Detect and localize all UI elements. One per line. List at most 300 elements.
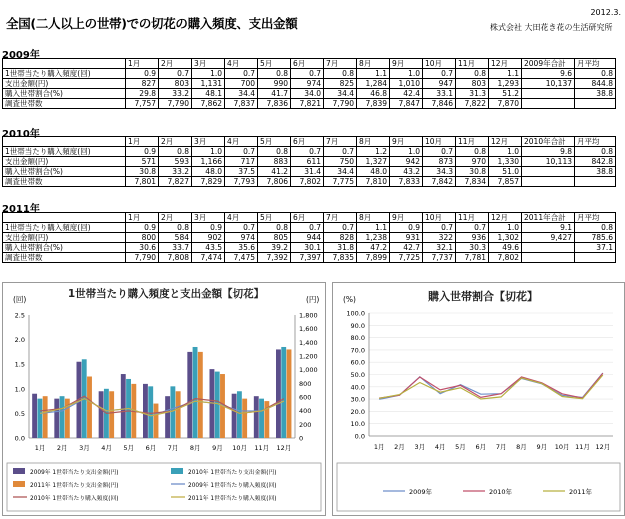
row-label-cell: 購入世帯割合(%)	[3, 167, 126, 177]
value-cell: 0.8	[324, 69, 357, 79]
value-cell: 800	[126, 233, 159, 243]
month-header-cell: 8月	[357, 59, 390, 69]
x-tick-label: 6月	[145, 444, 157, 452]
frequency-expenditure-chart	[3, 283, 325, 515]
company-name: 株式会社 大田花き花の生活研究所	[490, 23, 613, 32]
value-cell: 43.5	[192, 243, 225, 253]
total-cell	[522, 253, 575, 263]
bar	[232, 394, 237, 438]
average-cell: 38.8	[575, 167, 616, 177]
total-header-cell: 2010年合計	[522, 137, 575, 147]
value-cell: 750	[324, 157, 357, 167]
table-row	[3, 243, 616, 253]
value-cell: 0.8	[456, 69, 489, 79]
x-tick-label: 10月	[232, 444, 247, 452]
value-cell: 0.8	[258, 69, 291, 79]
value-cell: 0.7	[225, 147, 258, 157]
x-tick-label: 12月	[595, 443, 611, 451]
total-cell	[522, 167, 575, 177]
value-cell: 51.0	[489, 167, 522, 177]
value-cell: 1.0	[390, 69, 423, 79]
x-tick-label: 8月	[189, 444, 201, 452]
value-cell: 34.4	[324, 167, 357, 177]
value-cell: 7,790	[324, 99, 357, 109]
value-cell: 29.8	[126, 89, 159, 99]
value-cell: 7,847	[390, 99, 423, 109]
x-tick-label: 11月	[254, 444, 270, 452]
value-cell: 0.9	[126, 223, 159, 233]
right-tick-label: 1,600	[299, 325, 318, 334]
value-cell: 0.7	[324, 223, 357, 233]
row-label-cell: 1世帯当たり購入頻度(回)	[3, 147, 126, 157]
left-tick-label: 0.5	[14, 409, 25, 418]
value-cell: 48.0	[357, 167, 390, 177]
value-cell: 974	[291, 79, 324, 89]
y-axis-label: (%)	[343, 295, 356, 304]
value-cell: 0.7	[291, 69, 324, 79]
value-cell: 803	[159, 79, 192, 89]
table-row	[3, 157, 616, 167]
value-cell: 30.1	[291, 243, 324, 253]
table-row	[3, 253, 616, 263]
value-cell: 7,397	[291, 253, 324, 263]
header-cell	[3, 213, 126, 223]
value-cell: 0.9	[126, 147, 159, 157]
value-cell: 7,737	[423, 253, 456, 263]
month-header-cell: 7月	[324, 59, 357, 69]
total-cell	[522, 243, 575, 253]
value-cell: 1.0	[489, 223, 522, 233]
value-cell: 0.7	[225, 223, 258, 233]
x-tick-label: 4月	[101, 444, 112, 452]
total-header-cell: 2011年合計	[522, 213, 575, 223]
month-header-cell: 9月	[390, 137, 423, 147]
table-row	[3, 147, 616, 157]
legend-label: 2009年	[409, 488, 433, 496]
table-row	[3, 79, 616, 89]
average-cell: 844.8	[575, 79, 616, 89]
x-tick-label: 8月	[516, 443, 527, 451]
left-tick-label: 1.5	[14, 360, 25, 369]
x-tick-label: 6月	[475, 443, 487, 451]
value-cell: 7,725	[390, 253, 423, 263]
value-cell: 39.2	[258, 243, 291, 253]
header-cell	[3, 137, 126, 147]
value-cell: 51.2	[489, 89, 522, 99]
value-cell: 0.7	[423, 223, 456, 233]
total-cell	[522, 99, 575, 109]
value-cell: 7,781	[456, 253, 489, 263]
value-cell: 7,392	[258, 253, 291, 263]
value-cell: 828	[324, 233, 357, 243]
average-cell: 785.6	[575, 233, 616, 243]
month-header-cell: 11月	[456, 137, 489, 147]
value-cell: 974	[225, 233, 258, 243]
value-cell: 0.9	[390, 223, 423, 233]
month-header-cell: 7月	[324, 137, 357, 147]
legend-swatch	[13, 481, 25, 487]
right-tick-label: 1,000	[299, 366, 318, 375]
value-cell: 7,862	[192, 99, 225, 109]
bar	[242, 399, 247, 438]
chart-title: 1世帯当たり購入頻度と支出金額【切花】	[67, 288, 265, 300]
table-row	[3, 89, 616, 99]
x-tick-label: 12月	[276, 444, 292, 452]
row-label-cell: 購入世帯割合(%)	[3, 89, 126, 99]
value-cell: 34.4	[324, 89, 357, 99]
month-header-cell: 12月	[489, 213, 522, 223]
value-cell: 1,238	[357, 233, 390, 243]
value-cell: 0.7	[291, 223, 324, 233]
y-tick-label: 100.0	[346, 309, 365, 318]
y-tick-label: 40.0	[350, 383, 365, 392]
chart-panel-household-ratio	[332, 282, 625, 516]
x-tick-label: 2月	[56, 444, 68, 452]
value-cell: 0.7	[324, 147, 357, 157]
month-header-cell: 3月	[192, 59, 225, 69]
month-header-cell: 3月	[192, 137, 225, 147]
value-cell: 322	[423, 233, 456, 243]
value-cell: 0.7	[159, 69, 192, 79]
value-cell: 32.1	[423, 243, 456, 253]
value-cell: 46.8	[357, 89, 390, 99]
value-cell: 0.8	[258, 223, 291, 233]
value-cell: 33.2	[159, 89, 192, 99]
value-cell: 827	[126, 79, 159, 89]
value-cell: 7,808	[159, 253, 192, 263]
value-cell: 1.0	[192, 69, 225, 79]
value-cell: 7,899	[357, 253, 390, 263]
table-row	[3, 99, 616, 109]
value-cell: 34.3	[423, 167, 456, 177]
value-cell: 7,806	[258, 177, 291, 187]
chart-title: 購入世帯割合【切花】	[428, 290, 538, 303]
value-cell: 7,801	[126, 177, 159, 187]
total-cell	[522, 89, 575, 99]
bar	[87, 377, 92, 439]
month-header-cell: 1月	[126, 59, 159, 69]
month-header-cell: 9月	[390, 213, 423, 223]
value-cell: 7,870	[489, 99, 522, 109]
value-cell: 947	[423, 79, 456, 89]
average-cell	[575, 99, 616, 109]
value-cell: 7,775	[324, 177, 357, 187]
legend-swatch	[171, 468, 183, 474]
value-cell: 1.0	[192, 147, 225, 157]
table-row	[3, 69, 616, 79]
value-cell: 35.6	[225, 243, 258, 253]
month-header-cell: 9月	[390, 59, 423, 69]
month-header-cell: 6月	[291, 59, 324, 69]
value-cell: 48.1	[192, 89, 225, 99]
value-cell: 7,857	[489, 177, 522, 187]
value-cell: 1,327	[357, 157, 390, 167]
table-row	[3, 177, 616, 187]
table-header-row	[3, 59, 616, 69]
x-tick-label: 11月	[575, 443, 590, 451]
month-header-cell: 4月	[225, 213, 258, 223]
data-table	[2, 136, 616, 187]
value-cell: 1.0	[390, 147, 423, 157]
value-cell: 1.0	[489, 147, 522, 157]
left-tick-label: 2.0	[14, 336, 25, 345]
value-cell: 1.1	[489, 69, 522, 79]
bar	[254, 396, 259, 438]
value-cell: 33.7	[159, 243, 192, 253]
month-header-cell: 11月	[456, 59, 489, 69]
y-tick-label: 50.0	[350, 371, 365, 379]
row-label-cell: 調査世帯数	[3, 177, 126, 187]
bar	[148, 386, 153, 438]
value-cell: 942	[390, 157, 423, 167]
value-cell: 33.1	[423, 89, 456, 99]
left-tick-label: 0.0	[14, 434, 25, 443]
value-cell: 0.7	[225, 69, 258, 79]
value-cell: 7,839	[357, 99, 390, 109]
data-table	[2, 58, 616, 109]
bar	[176, 391, 181, 438]
value-cell: 0.7	[423, 69, 456, 79]
value-cell: 1,166	[192, 157, 225, 167]
row-label-cell: 支出金額(円)	[3, 233, 126, 243]
bar	[54, 399, 59, 438]
month-header-cell: 2月	[159, 137, 192, 147]
average-cell	[575, 177, 616, 187]
total-header-cell: 2009年合計	[522, 59, 575, 69]
value-cell: 571	[126, 157, 159, 167]
month-header-cell: 5月	[258, 213, 291, 223]
value-cell: 1.1	[357, 69, 390, 79]
value-cell: 30.8	[456, 167, 489, 177]
value-cell: 0.7	[456, 223, 489, 233]
household-ratio-chart	[333, 283, 624, 515]
left-tick-label: 2.5	[14, 311, 25, 320]
bar	[237, 391, 242, 438]
page-title: 全国(二人以上の世帯)での切花の購入頻度、支出金額	[6, 16, 298, 31]
value-cell: 7,790	[126, 253, 159, 263]
y-tick-label: 70.0	[350, 346, 365, 355]
value-cell: 7,790	[159, 99, 192, 109]
month-header-cell: 10月	[423, 213, 456, 223]
x-tick-label: 1月	[34, 444, 46, 452]
value-cell: 1,010	[390, 79, 423, 89]
row-label-cell: 1世帯当たり購入頻度(回)	[3, 69, 126, 79]
average-header-cell: 月平均	[575, 59, 616, 69]
x-tick-label: 3月	[79, 444, 90, 452]
month-header-cell: 1月	[126, 213, 159, 223]
x-tick-label: 7月	[167, 444, 179, 452]
legend-label: 2011年	[569, 488, 593, 496]
value-cell: 37.5	[225, 167, 258, 177]
bar	[60, 396, 65, 438]
legend-label: 2010年 1世帯当たり支出金額(円)	[188, 470, 277, 476]
value-cell: 902	[192, 233, 225, 243]
x-tick-label: 9月	[536, 443, 548, 451]
value-cell: 0.7	[423, 147, 456, 157]
x-tick-label: 2月	[394, 443, 405, 451]
value-cell: 43.2	[390, 167, 423, 177]
value-cell: 1,293	[489, 79, 522, 89]
value-cell: 7,835	[324, 253, 357, 263]
value-cell: 41.7	[258, 89, 291, 99]
value-cell: 7,810	[357, 177, 390, 187]
value-cell: 944	[291, 233, 324, 243]
legend-label: 2010年 1世帯当たり購入頻度(回)	[30, 496, 119, 502]
bar	[198, 352, 203, 438]
y-tick-label: 0.0	[354, 432, 365, 441]
value-cell: 7,846	[423, 99, 456, 109]
value-cell: 48.0	[192, 167, 225, 177]
average-cell: 0.8	[575, 69, 616, 79]
month-header-cell: 2月	[159, 213, 192, 223]
month-header-cell: 10月	[423, 59, 456, 69]
value-cell: 0.9	[192, 223, 225, 233]
value-cell: 31.3	[456, 89, 489, 99]
value-cell: 717	[225, 157, 258, 167]
bar	[259, 399, 264, 438]
x-tick-label: 10月	[554, 443, 570, 451]
value-cell: 7,793	[225, 177, 258, 187]
bar	[43, 396, 48, 438]
row-label-cell: 支出金額(円)	[3, 79, 126, 89]
value-cell: 30.3	[456, 243, 489, 253]
row-label-cell: 1世帯当たり購入頻度(回)	[3, 223, 126, 233]
right-tick-label: 1,200	[299, 352, 318, 361]
value-cell: 31.8	[324, 243, 357, 253]
value-cell: 936	[456, 233, 489, 243]
value-cell: 31.4	[291, 167, 324, 177]
average-header-cell: 月平均	[575, 137, 616, 147]
month-header-cell: 8月	[357, 213, 390, 223]
average-cell: 37.1	[575, 243, 616, 253]
value-cell: 0.8	[258, 147, 291, 157]
month-header-cell: 3月	[192, 213, 225, 223]
month-header-cell: 12月	[489, 59, 522, 69]
y-tick-label: 60.0	[350, 358, 365, 367]
right-tick-label: 1,400	[299, 338, 318, 347]
row-label-cell: 支出金額(円)	[3, 157, 126, 167]
bar	[99, 391, 104, 438]
month-header-cell: 4月	[225, 59, 258, 69]
value-cell: 584	[159, 233, 192, 243]
x-tick-label: 1月	[373, 443, 385, 451]
value-cell: 803	[456, 79, 489, 89]
right-tick-label: 800	[299, 379, 312, 388]
value-cell: 7,836	[258, 99, 291, 109]
value-cell: 593	[159, 157, 192, 167]
average-cell: 0.8	[575, 223, 616, 233]
value-cell: 7,827	[159, 177, 192, 187]
average-cell: 0.8	[575, 147, 616, 157]
value-cell: 873	[423, 157, 456, 167]
y-tick-label: 20.0	[350, 407, 365, 416]
total-cell	[522, 177, 575, 187]
legend-label: 2009年 1世帯当たり購入頻度(回)	[188, 483, 277, 489]
total-cell: 9.1	[522, 223, 575, 233]
month-header-cell: 5月	[258, 137, 291, 147]
right-tick-label: 1,800	[299, 311, 318, 320]
chart-panel-frequency	[2, 282, 326, 516]
month-header-cell: 2月	[159, 59, 192, 69]
x-tick-label: 9月	[212, 444, 223, 452]
total-cell: 9,427	[522, 233, 575, 243]
value-cell: 7,834	[456, 177, 489, 187]
table-header-row	[3, 137, 616, 147]
month-header-cell: 5月	[258, 59, 291, 69]
x-tick-label: 5月	[123, 444, 135, 452]
bar	[187, 352, 192, 438]
value-cell: 883	[258, 157, 291, 167]
month-header-cell: 8月	[357, 137, 390, 147]
average-header-cell: 月平均	[575, 213, 616, 223]
legend-label: 2010年	[489, 488, 513, 496]
total-cell: 9.6	[522, 69, 575, 79]
total-cell: 9.8	[522, 147, 575, 157]
table-row	[3, 167, 616, 177]
table-row	[3, 223, 616, 233]
table-header-row	[3, 213, 616, 223]
report-date: 2012.3.	[590, 8, 621, 17]
bar	[276, 349, 281, 438]
year-label: 2010年	[2, 129, 40, 140]
value-cell: 7,802	[291, 177, 324, 187]
value-cell: 825	[324, 79, 357, 89]
row-label-cell: 調査世帯数	[3, 99, 126, 109]
value-cell: 1,330	[489, 157, 522, 167]
value-cell: 33.2	[159, 167, 192, 177]
average-cell	[575, 253, 616, 263]
value-cell: 34.0	[291, 89, 324, 99]
year-label: 2011年	[2, 204, 40, 215]
legend-label: 2009年 1世帯当たり支出金額(円)	[30, 470, 119, 476]
right-tick-label: 400	[299, 407, 312, 416]
right-tick-label: 200	[299, 420, 312, 429]
value-cell: 34.4	[225, 89, 258, 99]
month-header-cell: 12月	[489, 137, 522, 147]
month-header-cell: 4月	[225, 137, 258, 147]
value-cell: 7,802	[489, 253, 522, 263]
bar	[154, 404, 159, 438]
right-axis-label: (円)	[306, 295, 320, 304]
bar	[37, 399, 42, 438]
value-cell: 970	[456, 157, 489, 167]
left-tick-label: 1.0	[14, 385, 25, 394]
month-header-cell: 7月	[324, 213, 357, 223]
value-cell: 805	[258, 233, 291, 243]
value-cell: 7,475	[225, 253, 258, 263]
value-cell: 931	[390, 233, 423, 243]
month-header-cell: 1月	[126, 137, 159, 147]
bar	[281, 347, 286, 438]
left-axis-label: (回)	[13, 295, 27, 304]
value-cell: 7,833	[390, 177, 423, 187]
row-label-cell: 購入世帯割合(%)	[3, 243, 126, 253]
data-table	[2, 212, 616, 263]
right-tick-label: 600	[299, 393, 312, 402]
year-label: 2009年	[2, 50, 40, 61]
x-tick-label: 5月	[455, 443, 466, 451]
value-cell: 0.8	[159, 223, 192, 233]
y-tick-label: 80.0	[350, 334, 365, 343]
average-cell: 38.8	[575, 89, 616, 99]
value-cell: 49.6	[489, 243, 522, 253]
total-cell: 10,113	[522, 157, 575, 167]
month-header-cell: 6月	[291, 213, 324, 223]
bar	[32, 394, 37, 438]
x-tick-label: 7月	[495, 443, 507, 451]
row-label-cell: 調査世帯数	[3, 253, 126, 263]
value-cell: 611	[291, 157, 324, 167]
